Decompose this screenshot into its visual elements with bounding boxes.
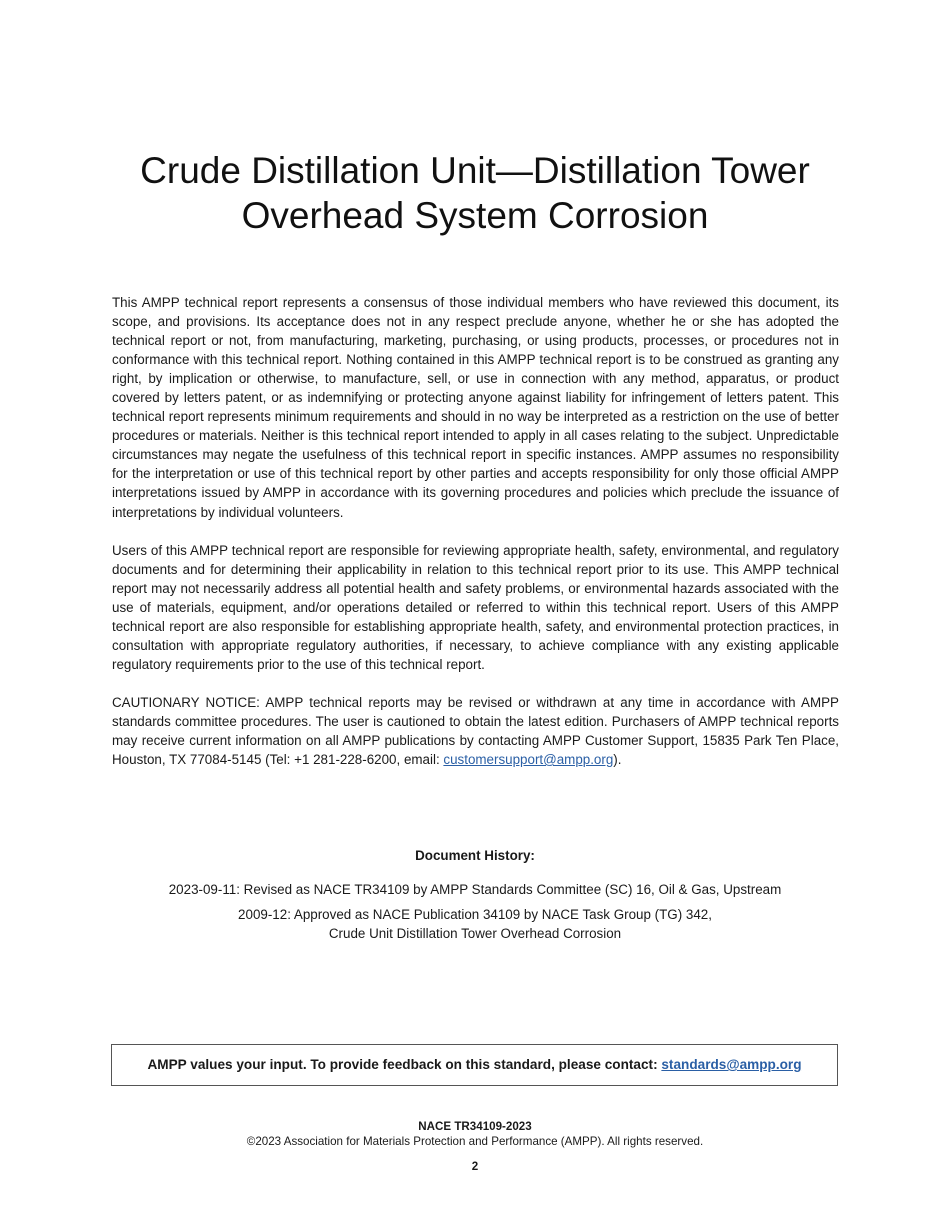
history-entry-2009-line-2: Crude Unit Distillation Tower Overhead Corrosion bbox=[328, 926, 622, 941]
page-number: 2 bbox=[471, 1160, 479, 1173]
footer-document-id: NACE TR34109-2023 bbox=[418, 1120, 532, 1133]
paragraph-consensus: This AMPP technical report represents a consensus of those individual members who have reviewed this document, its scope, and provisions. Its acceptance does not in any respect preclude anyone, whether he or she has adopted the technical report or not, from manufacturing, marketing, purchasing, or using products, processes, or procedures not in conformance with this technical report. Nothing contained in this AMPP technical report is to be construed as granting any right, by implication or otherwise, to manufacture, sell, or use in connection with any method, apparatus, or product covered by letters patent, or as indemnifying or protecting anyone against liability for infringement of letters patent. This technical report represents minimum requirements and should in no way be interpreted as a restriction on the use of better procedures or materials. Neither is this technical report intended to apply in all cases relating to the subject. Unpredictable circumstances may negate the usefulness of this technical report in specific instances. AMPP assumes no responsibility for the interpretation or use of this technical report by other parties and accepts responsibility for only those official AMPP interpretations issued by AMPP in accordance with its governing procedures and policies which preclude the issuance of interpretations by individual volunteers. bbox=[112, 295, 839, 520]
document-history-heading: Document History: bbox=[415, 848, 535, 863]
cautionary-notice-end: ). bbox=[613, 752, 622, 768]
feedback-box bbox=[111, 1044, 838, 1086]
title-line-1: Crude Distillation Unit—Distillation Tower bbox=[140, 150, 810, 191]
history-entry-2009-line-1: 2009-12: Approved as NACE Publication 34109 by NACE Task Group (TG) 342, bbox=[238, 907, 712, 922]
cautionary-notice-text: CAUTIONARY NOTICE: AMPP technical reports may be revised or withdrawn at any time in accordance with AMPP standards committee procedures. The user is cautioned to obtain the latest edition. Purchasers of AMPP technical reports may receive current information on all AMPP publications by contacting AMPP Customer Support, 15835 Park Ten Place, Houston, TX 77084-5145 (Tel: +1 281-228-6200, email: bbox=[112, 694, 839, 768]
customer-support-email-link[interactable]: customersupport@ampp.org bbox=[443, 752, 614, 768]
paragraph-cautionary-notice bbox=[112, 693, 839, 769]
footer-copyright: ©2023 Association for Materials Protection and Performance (AMPP). All rights reserved. bbox=[246, 1135, 704, 1148]
paragraph-user-responsibility: Users of this AMPP technical report are responsible for reviewing appropriate health, safety, environmental, and regulatory documents and for determining their applicability in relation to this technical report prior to its use. This AMPP technical report may not necessarily address all potential health and safety problems, or environmental hazards associated with the use of materials, equipment, and/or operations detailed or referred to within this technical report. Users of this AMPP technical report are also responsible for establishing appropriate health, safety, and environmental protection practices, in consultation with appropriate regulatory authorities, if necessary, to achieve compliance with any existing applicable regulatory requirements prior to the use of this technical report. bbox=[112, 542, 839, 672]
document-title bbox=[60, 148, 890, 238]
history-entry-2023: 2023-09-11: Revised as NACE TR34109 by AMPP Standards Committee (SC) 16, Oil & Gas, Upstream bbox=[168, 882, 782, 897]
history-entry bbox=[60, 880, 890, 899]
document-history bbox=[60, 846, 890, 949]
history-entry bbox=[60, 905, 890, 943]
page-footer bbox=[60, 1119, 890, 1174]
disclaimer-text bbox=[112, 293, 839, 788]
standards-email-link[interactable]: standards@ampp.org bbox=[661, 1057, 802, 1072]
title-line-2: Overhead System Corrosion bbox=[241, 195, 709, 236]
feedback-text: AMPP values your input. To provide feedback on this standard, please contact: bbox=[147, 1057, 662, 1072]
